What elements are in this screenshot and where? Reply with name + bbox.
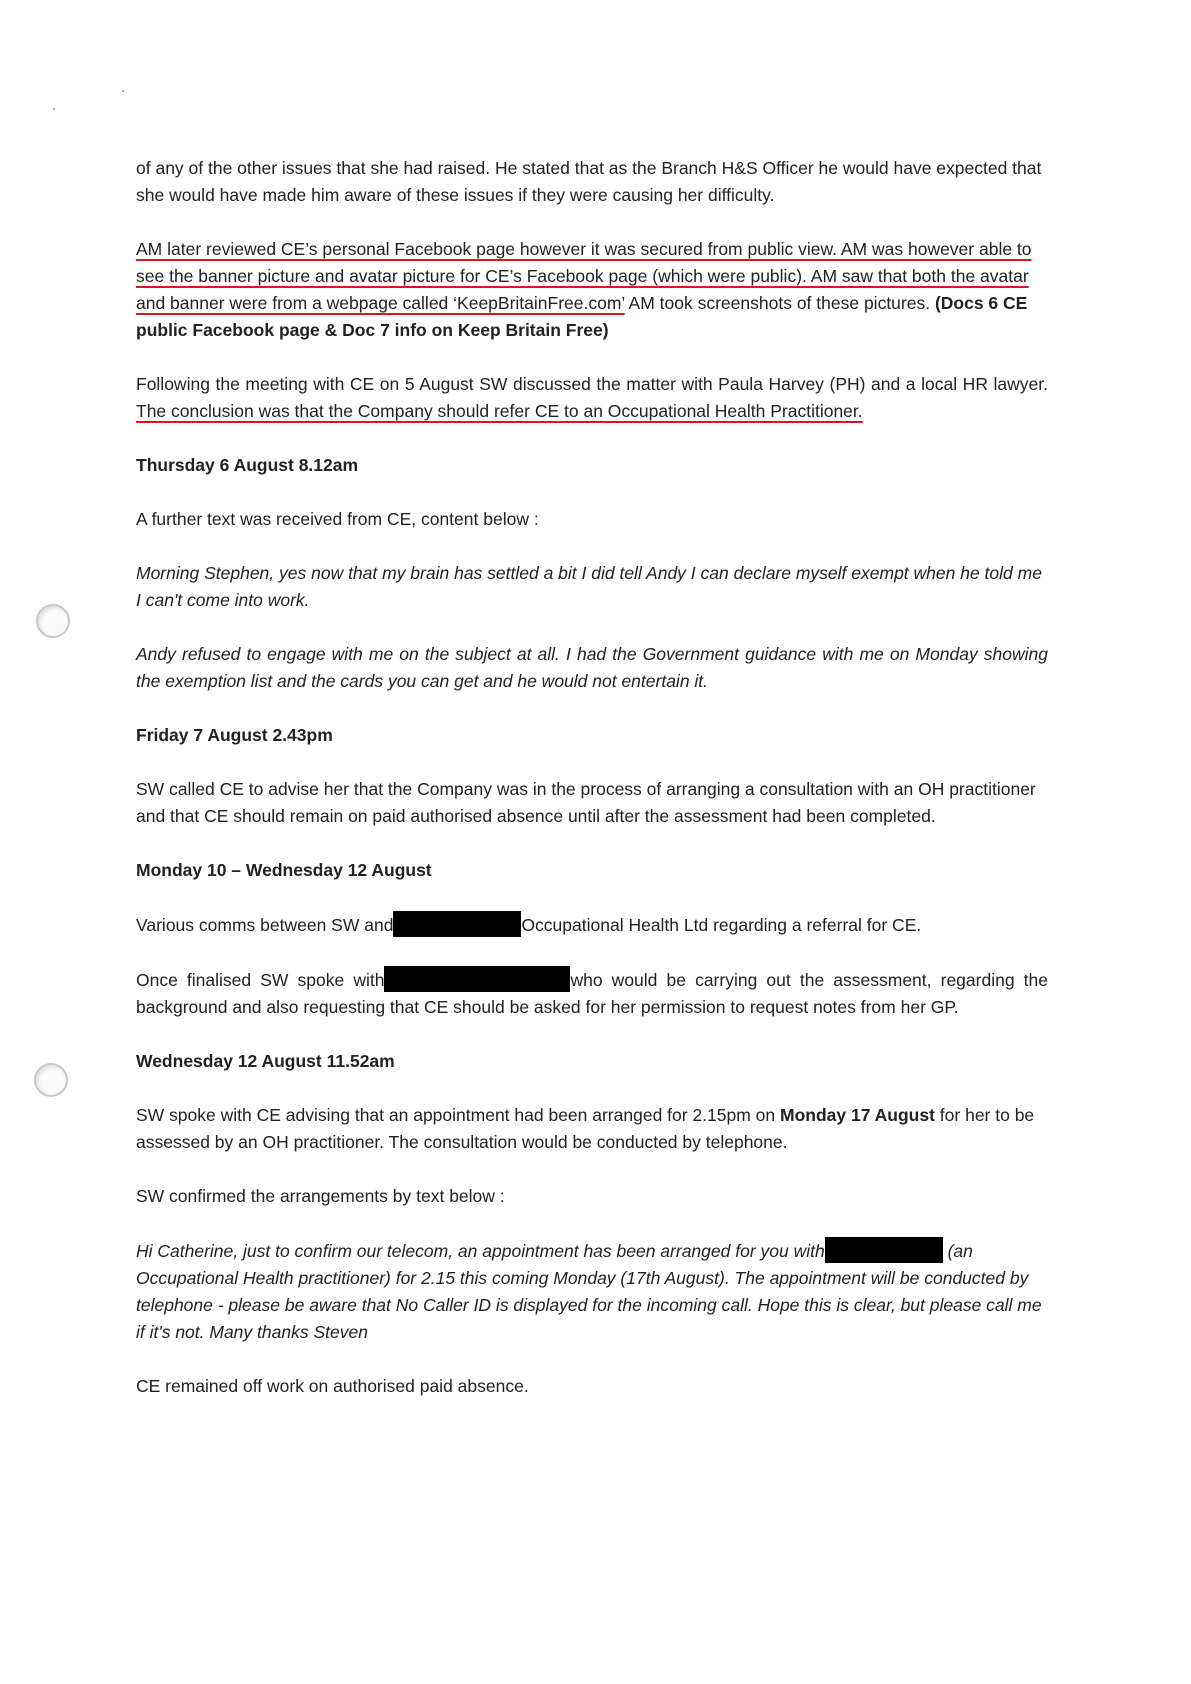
document-body <box>136 155 1048 1427</box>
paragraph-text: Occupational Health Ltd regarding a referral for CE. <box>521 915 922 935</box>
section-heading-thursday: Thursday 6 August 8.12am <box>136 455 359 475</box>
paragraph-sw-confirmed: SW confirmed the arrangements by text below : <box>136 1186 505 1206</box>
paragraph-remained-off: CE remained off work on authorised paid absence. <box>136 1376 529 1396</box>
underlined-text: AM later reviewed CE’s personal Facebook page however it was secured from public view. AM was however able to see the banner picture and avatar picture for CE’s Facebook page (which were public). AM saw that both the avatar and banner were from a webpage called ‘KeepBritainFree.com’ <box>136 239 1032 313</box>
quoted-message-1: Morning Stephen, yes now that my brain has settled a bit I did tell Andy I can declare myself exempt when he told me I can't come into work. <box>136 563 1042 610</box>
paragraph-text: Once finalised SW spoke with <box>136 970 385 990</box>
paragraph-sw-called: SW called CE to advise her that the Company was in the process of arranging a consultation with an OH practitioner and that CE should remain on paid authorised absence until after the assessment had been completed. <box>136 779 1036 826</box>
paragraph-appointment <box>136 1102 1048 1156</box>
paragraph-facebook-review <box>136 236 1048 344</box>
appointment-date: Monday 17 August <box>780 1105 935 1125</box>
paragraph-text: for her to be assessed by an OH practitioner. The consultation would be conducted by telephone. <box>136 1105 1035 1152</box>
paragraph-text: SW spoke with CE advising that an appointment had been arranged for 2.15pm on <box>136 1105 781 1125</box>
underlined-text: The conclusion was that the Company should refer CE to an Occupational Health Practitioner. <box>136 401 863 421</box>
paragraph-various-comms <box>136 911 1048 939</box>
section-heading-monday: Monday 10 – Wednesday 12 August <box>136 860 432 880</box>
redaction-box <box>825 1237 943 1263</box>
scan-speck <box>122 90 124 92</box>
paragraph-1: of any of the other issues that she had raised. He stated that as the Branch H&S Officer he would have expected that she would have made him aware of these issues if they were causing her difficulty. <box>136 158 1042 205</box>
redaction-box <box>393 911 521 937</box>
punch-hole <box>36 604 70 638</box>
paragraph-text: (an Occupational Health practitioner) for 2.15 this coming Monday (17th August). The appointment will be conducted by telephone - please be aware that No Caller ID is displayed for the incoming call. Hope this is clear, but please call me if it's not. Many thanks Steven <box>136 1241 1042 1342</box>
paragraph-text: Following the meeting with CE on 5 August SW discussed the matter with Paula Harvey (PH) and a local HR lawyer. <box>136 374 1048 394</box>
section-heading-wednesday: Wednesday 12 August 11.52am <box>136 1051 395 1071</box>
paragraph-meeting-conclusion <box>136 371 1048 425</box>
punch-hole <box>34 1063 68 1097</box>
paragraph-text: AM took screenshots of these pictures. <box>624 293 935 313</box>
redaction-box <box>384 966 570 992</box>
quoted-text-message <box>136 1237 1048 1346</box>
section-heading-friday: Friday 7 August 2.43pm <box>136 725 333 745</box>
paragraph-text: Hi Catherine, just to confirm our telecom, an appointment has been arranged for you with <box>136 1241 825 1261</box>
paragraph-text: Various comms between SW and <box>136 915 394 935</box>
doc-reference: (Docs 6 CE public Facebook page & Doc 7 info on Keep Britain Free) <box>136 293 1028 340</box>
scan-speck <box>53 108 55 110</box>
paragraph-further-text: A further text was received from CE, content below : <box>136 509 539 529</box>
paragraph-once-finalised <box>136 966 1048 1021</box>
paragraph-text: who would be carrying out the assessment, regarding the background and also requesting that CE should be asked for her permission to request notes from her GP. <box>136 970 1048 1017</box>
quoted-message-2: Andy refused to engage with me on the subject at all. I had the Government guidance with me on Monday showing the exemption list and the cards you can get and he would not entertain it. <box>136 644 1048 691</box>
